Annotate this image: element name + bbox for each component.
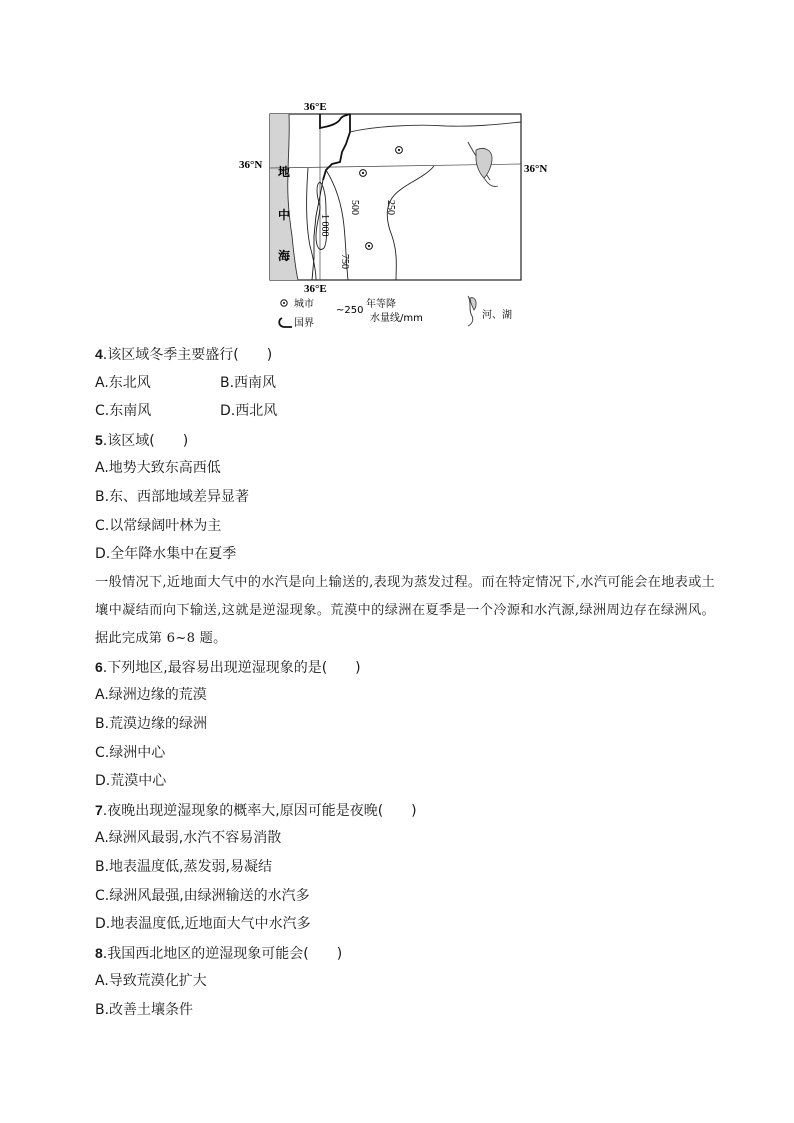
option-c: C.绿洲风最强,由绿洲输送的水汽多 bbox=[95, 887, 310, 904]
legend-border-label: 国界 bbox=[294, 318, 314, 328]
option-c: C.东南风 bbox=[95, 403, 152, 420]
option-d: D.西北风 bbox=[220, 403, 278, 420]
isohyet-label-500: 500 bbox=[349, 200, 360, 215]
legend-river-label: 河、湖 bbox=[482, 310, 512, 321]
answer-close: ) bbox=[355, 659, 361, 676]
option-b: B.东、西部地域差异显著 bbox=[95, 488, 250, 505]
question-text: .夜晚出现逆湿现象的概率大,原因可能是夜晚( bbox=[102, 802, 384, 819]
question-7-stem bbox=[95, 796, 715, 825]
bottom-lon-label: 36°E bbox=[304, 283, 327, 295]
question-number: 6 bbox=[95, 658, 103, 675]
left-lat-label: 36°N bbox=[239, 159, 263, 171]
legend-city-icon bbox=[281, 300, 287, 306]
questions-area bbox=[95, 340, 715, 1024]
map-svg bbox=[236, 96, 566, 328]
city-icon bbox=[396, 147, 403, 154]
question-5-stem bbox=[95, 426, 715, 455]
city-icon bbox=[360, 170, 367, 177]
question-text: .该区域( bbox=[102, 432, 155, 449]
option-d: D.全年降水集中在夏季 bbox=[95, 546, 237, 563]
question-6-stem bbox=[95, 653, 715, 682]
option-a: A.绿洲边缘的荒漠 bbox=[95, 687, 207, 704]
answer-close: ) bbox=[182, 432, 189, 449]
option-c: C.以常绿阔叶林为主 bbox=[95, 517, 222, 534]
top-lon-label: 36°E bbox=[304, 101, 327, 113]
legend-isohyet-line2: 水量线/mm bbox=[370, 313, 423, 324]
isohyet-label-250: 250 bbox=[385, 200, 396, 215]
question-number: 8 bbox=[95, 944, 103, 961]
option-a: A.导致荒漠化扩大 bbox=[95, 973, 207, 990]
question-text: .我国西北地区的逆湿现象可能会( bbox=[102, 945, 309, 962]
question-number: 5 bbox=[95, 431, 103, 448]
legend bbox=[279, 296, 512, 328]
question-4-options-row bbox=[95, 397, 715, 426]
legend-city-label: 城市 bbox=[294, 299, 314, 310]
answer-close: ) bbox=[411, 802, 417, 819]
city-icon bbox=[366, 243, 373, 250]
map-figure bbox=[236, 96, 566, 328]
isohyet-label-750: 750 bbox=[339, 254, 350, 269]
sea-label-char: 地 bbox=[278, 165, 291, 179]
isohyet-label-1000: 1 000 bbox=[319, 214, 330, 237]
question-number: 4 bbox=[95, 346, 103, 362]
option-b: B.地表温度低,蒸发弱,易凝结 bbox=[95, 858, 272, 875]
option-a: A.东北风 bbox=[95, 374, 151, 391]
right-lat-label: 36°N bbox=[524, 163, 548, 175]
reading-passage: 一般情况下,近地面大气中的水汽是向上输送的,表现为蒸发过程。而在特定情况下,水汽可能会在地表或土壤中凝结而向下输送,这就是逆湿现象。荒漠中的绿洲在夏季是一个冷源和水汽源,绿洲周边存在绿洲风。据此完成第 6~8 题。 bbox=[95, 574, 715, 646]
sea-label-char: 中 bbox=[278, 208, 291, 222]
legend-isohyet-line1: 年等降 bbox=[366, 299, 396, 310]
sea-label-char: 海 bbox=[278, 249, 291, 263]
answer-close: ) bbox=[336, 945, 343, 962]
option-d: D.地表温度低,近地面大气中水汽多 bbox=[95, 916, 311, 933]
option-b: B.西南风 bbox=[220, 374, 277, 391]
option-b: B.改善土壤条件 bbox=[95, 1001, 194, 1018]
question-4-options-row bbox=[95, 369, 715, 398]
option-d: D.荒漠中心 bbox=[95, 773, 167, 790]
option-b: B.荒漠边缘的绿洲 bbox=[95, 715, 208, 732]
question-4-stem bbox=[95, 340, 715, 369]
question-8-stem bbox=[95, 939, 715, 968]
question-text: .下列地区,最容易出现逆湿现象的是( bbox=[102, 659, 328, 676]
option-a: A.地势大致东高西低 bbox=[95, 460, 221, 477]
legend-isohyet-sample: ~250 bbox=[336, 305, 364, 316]
option-a: A.绿洲风最弱,水汽不容易消散 bbox=[95, 830, 282, 847]
legend-border-icon bbox=[279, 318, 292, 327]
answer-close: ) bbox=[266, 347, 273, 363]
question-number: 7 bbox=[95, 801, 103, 818]
legend-river-icon bbox=[468, 296, 476, 326]
question-text: .该区域冬季主要盛行( bbox=[102, 347, 239, 363]
option-c: C.绿洲中心 bbox=[95, 744, 166, 761]
